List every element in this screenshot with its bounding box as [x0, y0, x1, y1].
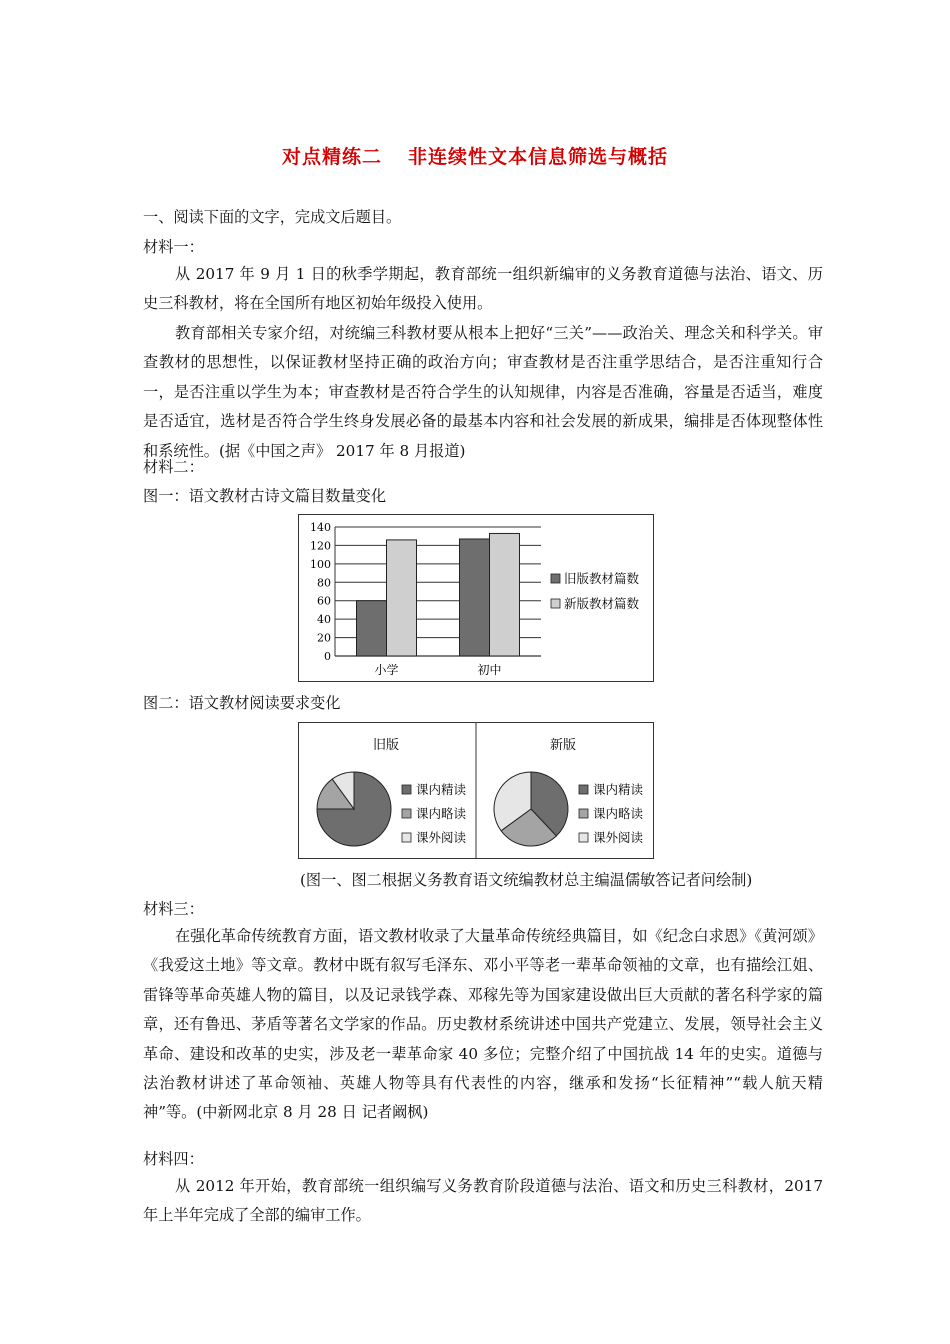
pie-legend-label-0-1: 课内略读 [416, 806, 467, 821]
x-tick-label-0: 小学 [374, 663, 399, 677]
pie-legend-label-0-0: 课内精读 [416, 782, 467, 797]
material3-label: 材料三： [143, 900, 204, 918]
pie-title-0: 旧版 [372, 738, 400, 753]
bar-chart-box [298, 514, 654, 682]
legend-label-0: 旧版教材篇数 [564, 571, 640, 586]
pie-legend-swatch-1-2 [579, 833, 588, 842]
question-intro: 一、阅读下面的文字，完成文后题目。 [143, 208, 402, 226]
pie-legend-swatch-0-1 [402, 809, 411, 818]
material1-paragraph-1: 从 2017 年 9 月 1 日的秋季学期起，教育部统一组织新编审的义务教育道德与法治、语文、历史三科教材，将在全国所有地区初始年级投入使用。 [143, 265, 823, 313]
pie-legend-swatch-1-1 [579, 809, 588, 818]
pie-legend-swatch-0-2 [402, 833, 411, 842]
y-tick-label-4: 80 [317, 576, 331, 590]
pie-legend-swatch-0-0 [402, 785, 411, 794]
y-tick-label-3: 60 [317, 594, 331, 608]
y-tick-label-1: 20 [317, 631, 331, 645]
material4-label: 材料四： [143, 1150, 204, 1168]
x-tick-label-1: 初中 [477, 663, 502, 677]
legend-swatch-1 [551, 599, 560, 608]
page-title: 对点精练二 非连续性文本信息筛选与概括 [281, 146, 669, 168]
bar-初中-新版教材篇数 [490, 533, 520, 656]
legend-label-1: 新版教材篇数 [564, 596, 640, 611]
material2-label: 材料二： [143, 458, 204, 476]
pie-title-1: 新版 [549, 738, 577, 753]
y-tick-label-5: 100 [310, 557, 331, 571]
pie-legend-label-0-2: 课外阅读 [416, 830, 467, 845]
fig2-caption: 图二：语文教材阅读要求变化 [143, 694, 341, 712]
fig1-caption: 图一：语文教材古诗文篇目数量变化 [143, 487, 386, 505]
bar-小学-旧版教材篇数 [357, 601, 387, 656]
pie-charts-box [298, 722, 654, 859]
bar-初中-旧版教材篇数 [460, 539, 490, 656]
pie-legend-swatch-1-0 [579, 785, 588, 794]
figure-source-note: (图一、图二根据义务教育语文统编教材总主编温儒敏答记者问绘制) [300, 871, 753, 889]
material3-paragraph: 在强化革命传统教育方面，语文教材收录了大量革命传统经典篇目，如《纪念白求恩》《黄河颂》《我爱这土地》等文章。教材中既有叙写毛泽东、邓小平等老一辈革命领袖的文章，也有描绘江姐、雷锋等革命英雄人物的篇目，以及记录钱学森、邓稼先等为国家建设做出巨大贡献的著名科学家的篇章，还有鲁迅、茅盾等著名文学家的作品。历史教材系统讲述中国共产党建立、发展，领导社会主义革命、建设和改革的史实，涉及老一辈革命家 40 多位；完整介绍了中国抗战 14 年的史实。道德与法治教材讲述了革命领袖、英雄人物等具有代表性的内容，继承和发扬“长征精神”“载人航天精神”等。(中新网北京 8 月 28 日 记者阚枫) [143, 927, 823, 1122]
material1-label: 材料一： [143, 238, 204, 256]
legend-swatch-0 [551, 574, 560, 583]
bar-小学-新版教材篇数 [387, 540, 417, 656]
material4-paragraph: 从 2012 年开始，教育部统一组织编写义务教育阶段道德与法治、语文和历史三科教材，2017 年上半年完成了全部的编审工作。 [143, 1177, 823, 1225]
pie-legend-label-1-0: 课内精读 [593, 782, 644, 797]
bar-chart [299, 515, 653, 681]
y-tick-label-2: 40 [317, 613, 331, 627]
pie-charts [299, 723, 653, 858]
y-tick-label-6: 120 [310, 539, 331, 553]
y-tick-label-0: 0 [324, 650, 331, 663]
material1-paragraph-2: 教育部相关专家介绍，对统编三科教材要从根本上把好“三关”——政治关、理念关和科学关。审查教材的思想性，以保证教材坚持正确的政治方向；审查教材是否注重学思结合，是否注重知行合一，是否注重以学生为本；审查教材是否符合学生的认知规律，内容是否准确，容量是否适当，难度是否适宜，选材是否符合学生终身发展必备的最基本内容和社会发展的新成果，编排是否体现整体性和系统性。(据《中国之声》 2017 年 8 月报道) [143, 324, 823, 460]
y-tick-label-7: 140 [310, 521, 331, 534]
pie-legend-label-1-1: 课内略读 [593, 806, 644, 821]
pie-legend-label-1-2: 课外阅读 [593, 830, 644, 845]
